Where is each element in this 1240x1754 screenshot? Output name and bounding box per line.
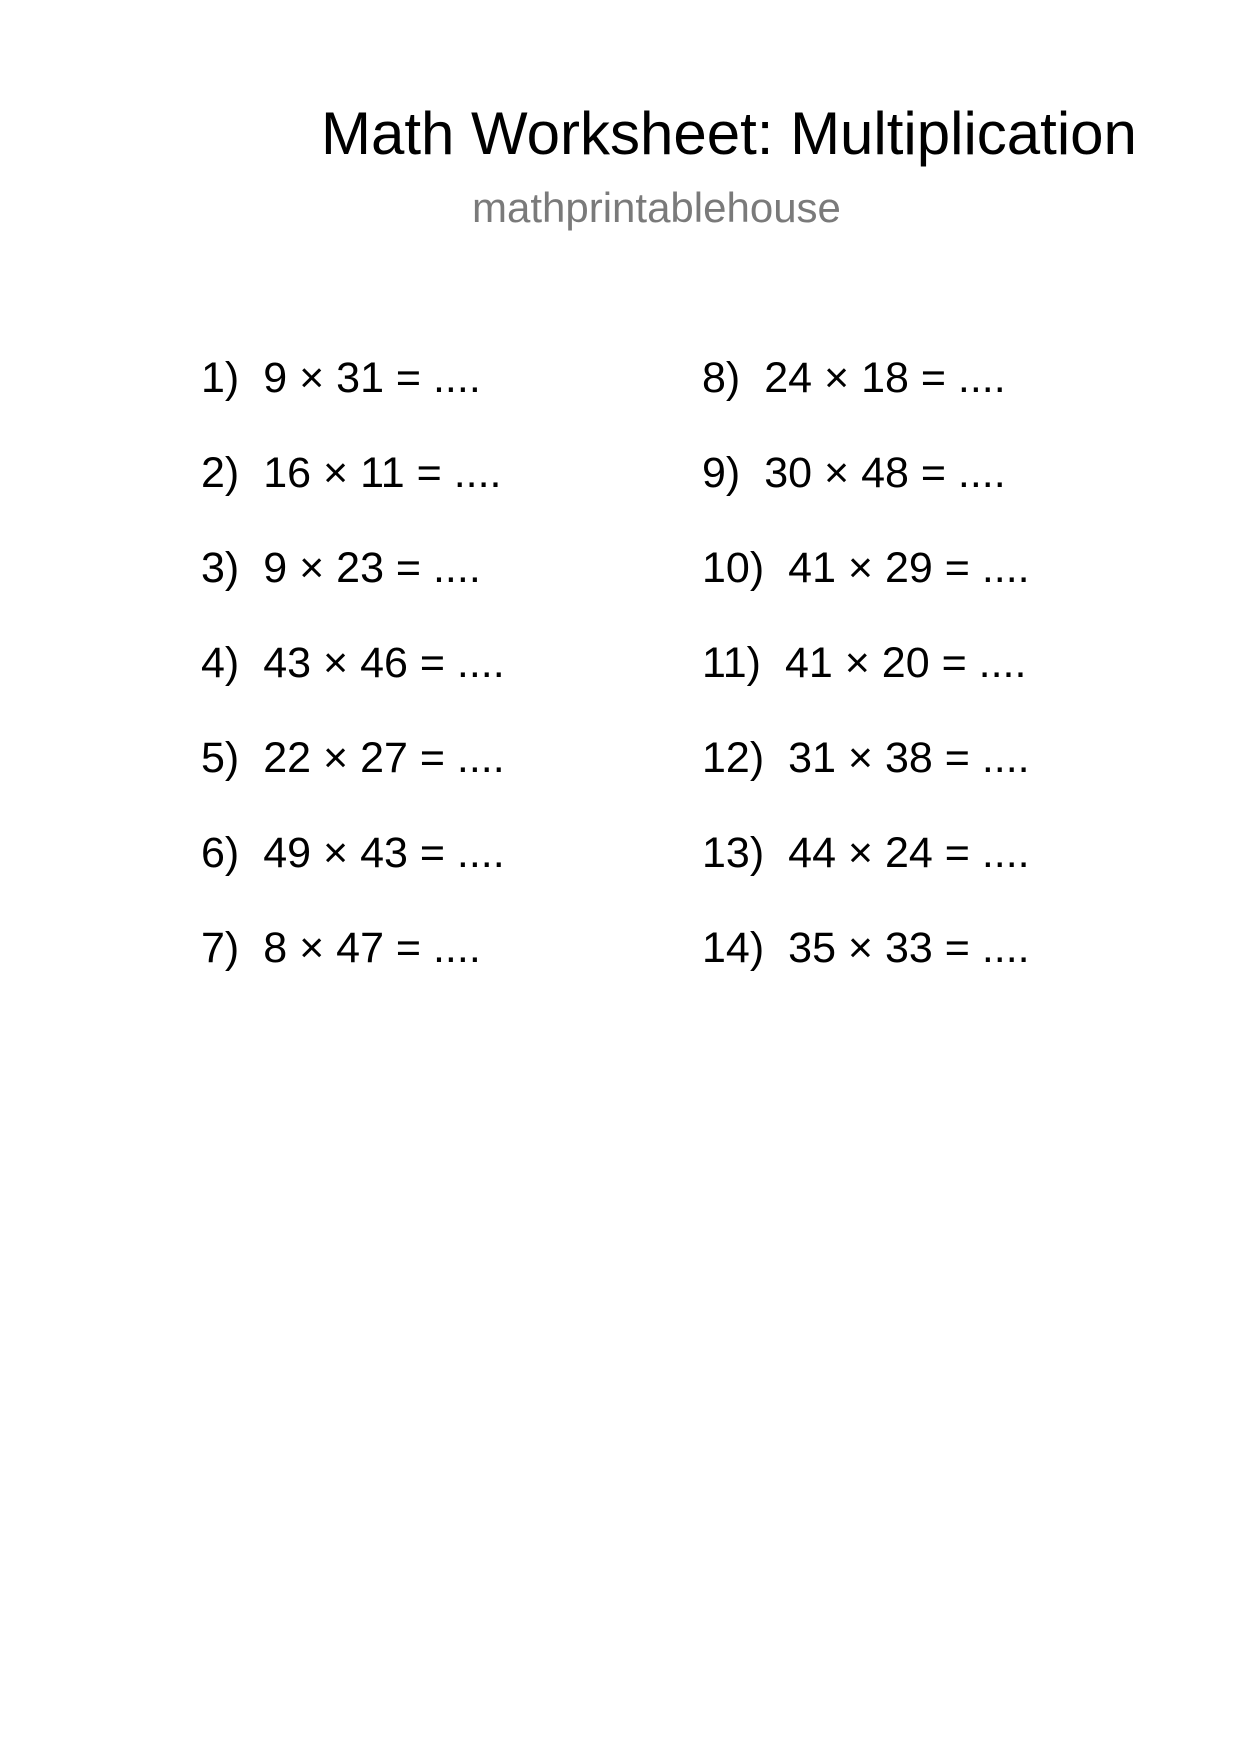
problem-number: 9) bbox=[702, 449, 741, 497]
problem-number: 12) bbox=[702, 734, 765, 782]
problem-item bbox=[702, 823, 1030, 918]
problem-item bbox=[201, 443, 505, 538]
problem-expression: 22 × 27 = .... bbox=[263, 734, 505, 782]
problem-item bbox=[201, 823, 505, 918]
problem-expression: 49 × 43 = .... bbox=[263, 829, 505, 877]
problem-number: 3) bbox=[201, 544, 240, 592]
problem-item bbox=[201, 538, 505, 633]
problem-item bbox=[702, 728, 1030, 823]
problem-expression: 9 × 31 = .... bbox=[263, 354, 481, 402]
problem-item bbox=[201, 348, 505, 443]
problem-item bbox=[201, 918, 505, 1013]
problem-expression: 30 × 48 = .... bbox=[764, 449, 1006, 497]
problem-number: 7) bbox=[201, 924, 240, 972]
problem-column-right bbox=[702, 348, 1030, 1013]
problem-expression: 41 × 29 = .... bbox=[788, 544, 1030, 592]
problem-expression: 35 × 33 = .... bbox=[788, 924, 1030, 972]
problem-number: 14) bbox=[702, 924, 765, 972]
problem-item bbox=[702, 538, 1030, 633]
problem-number: 4) bbox=[201, 639, 240, 687]
problem-number: 10) bbox=[702, 544, 765, 592]
page-title: Math Worksheet: Multiplication bbox=[321, 100, 1137, 167]
subtitle: mathprintablehouse bbox=[472, 184, 841, 231]
problem-number: 6) bbox=[201, 829, 240, 877]
problem-expression: 8 × 47 = .... bbox=[263, 924, 481, 972]
problem-expression: 44 × 24 = .... bbox=[788, 829, 1030, 877]
problem-item bbox=[201, 633, 505, 728]
problem-expression: 41 × 20 = .... bbox=[784, 639, 1027, 687]
problem-expression: 9 × 23 = .... bbox=[263, 544, 481, 592]
problem-item bbox=[702, 348, 1030, 443]
problem-expression: 24 × 18 = .... bbox=[764, 354, 1006, 402]
problem-number: 13) bbox=[702, 829, 765, 877]
problem-item bbox=[201, 728, 505, 823]
problem-number: 11) bbox=[702, 639, 761, 687]
problem-column-left bbox=[201, 348, 505, 1013]
problem-item bbox=[702, 633, 1030, 728]
problem-number: 5) bbox=[201, 734, 240, 782]
problem-expression: 16 × 11 = .... bbox=[263, 449, 502, 497]
problem-expression: 31 × 38 = .... bbox=[788, 734, 1030, 782]
problem-item bbox=[702, 918, 1030, 1013]
problem-expression: 43 × 46 = .... bbox=[263, 639, 505, 687]
problem-number: 1) bbox=[201, 354, 240, 402]
problem-number: 2) bbox=[201, 449, 240, 497]
problem-item bbox=[702, 443, 1030, 538]
problem-number: 8) bbox=[702, 354, 741, 402]
